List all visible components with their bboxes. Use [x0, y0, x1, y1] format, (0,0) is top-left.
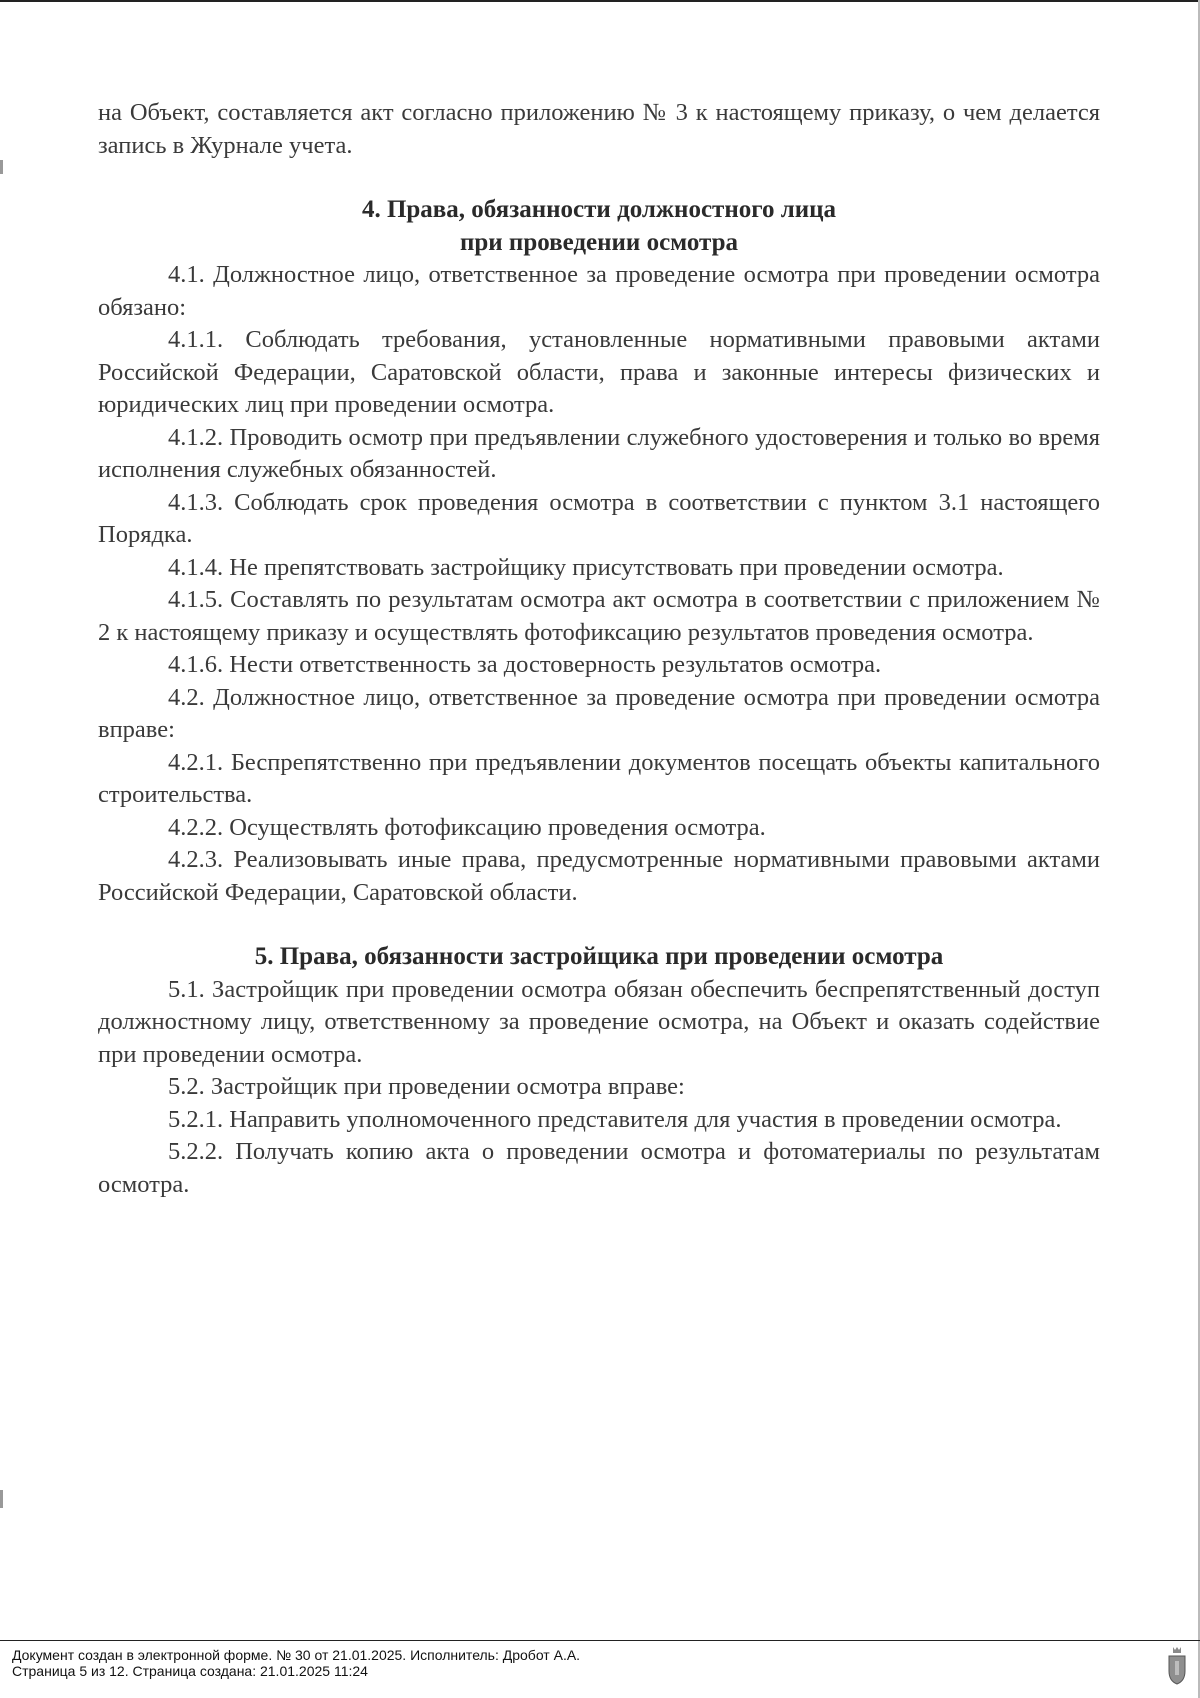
scan-mark — [0, 160, 3, 174]
continuation-paragraph: на Объект, составляется акт согласно приложению № 3 к настоящему приказу, о чем делается запись в Журнале учета. — [98, 99, 1100, 159]
clause-4-1-3: 4.1.3. Соблюдать срок проведения осмотра в соответствии с пунктом 3.1 настоящего Порядка. — [98, 488, 1100, 548]
section-4-heading-line-2: при проведении осмотра — [459, 228, 739, 256]
clause-4-2-2: 4.2.2. Осуществлять фотофиксацию проведения осмотра. — [168, 813, 766, 841]
clause-4-1: 4.1. Должностное лицо, ответственное за проведение осмотра при проведении осмотра обязано: — [98, 261, 1100, 321]
electronic-document-footer — [12, 1647, 580, 1679]
footer-divider — [0, 1640, 1200, 1641]
document-body — [98, 97, 1100, 1201]
clause-5-2-1: 5.2.1. Направить уполномоченного представителя для участия в проведении осмотра. — [168, 1105, 1062, 1133]
coat-of-arms-icon — [1166, 1645, 1188, 1685]
clause-4-2-3: 4.2.3. Реализовывать иные права, предусмотренные нормативными правовыми актами Российской Федерации, Саратовской области. — [98, 846, 1100, 906]
footer-page-info: Страница 5 из 12. Страница создана: 21.01.2025 11:24 — [12, 1663, 368, 1679]
scan-top-edge — [0, 0, 1200, 2]
section-5-heading: 5. Права, обязанности застройщика при проведении осмотра — [254, 943, 944, 970]
footer-document-info: Документ создан в электронной форме. № 30 от 21.01.2025. Исполнитель: Дробот А.А. — [12, 1647, 581, 1663]
clause-4-1-4: 4.1.4. Не препятствовать застройщику присутствовать при проведении осмотра. — [168, 553, 1004, 581]
clause-5-2: 5.2. Застройщик при проведении осмотра вправе: — [168, 1073, 685, 1100]
clause-4-1-1: 4.1.1. Соблюдать требования, установленные нормативными правовыми актами Российской Федерации, Саратовской области, права и законные интересы физических и юридических лиц при проведении осмотра. — [98, 326, 1100, 418]
clause-5-1: 5.1. Застройщик при проведении осмотра обязан обеспечить беспрепятственный доступ должностному лицу, ответственному за проведение осмотра, на Объект и оказать содействие при проведении осмотра. — [98, 975, 1100, 1068]
scan-mark — [0, 1490, 3, 1508]
clause-4-2: 4.2. Должностное лицо, ответственное за проведение осмотра при проведении осмотра вправе: — [98, 683, 1100, 743]
clause-4-1-5: 4.1.5. Составлять по результатам осмотра акт осмотра в соответствии с приложением № 2 к настоящему приказу и осуществлять фотофиксацию результатов проведения осмотра. — [98, 586, 1100, 646]
section-4-heading-line-1: 4. Права, обязанности должностного лица — [361, 196, 837, 223]
clause-4-2-1: 4.2.1. Беспрепятственно при предъявлении документов посещать объекты капитального строительства. — [98, 748, 1100, 808]
clause-4-1-6: 4.1.6. Нести ответственность за достоверность результатов осмотра. — [168, 651, 882, 678]
clause-5-2-2: 5.2.2. Получать копию акта о проведении осмотра и фотоматериалы по результатам осмотра. — [98, 1138, 1100, 1198]
clause-4-1-2: 4.1.2. Проводить осмотр при предъявлении служебного удостоверения и только во время исполнения служебных обязанностей. — [98, 423, 1100, 483]
